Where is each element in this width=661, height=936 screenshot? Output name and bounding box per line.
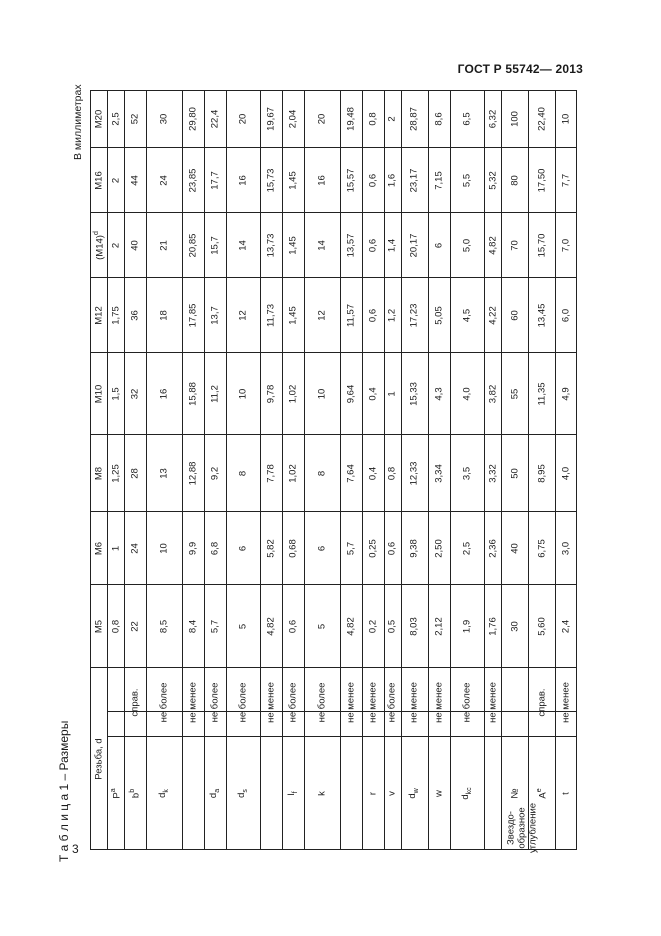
param-subscript: a	[213, 788, 221, 793]
param-subscript: f	[292, 791, 300, 794]
cell-r-4: 0,6	[366, 308, 378, 323]
table-rule	[107, 711, 577, 712]
row-qual-b: справ.	[129, 688, 141, 717]
cell-b-5: 40	[129, 240, 141, 251]
cell-dk_max-3: 16	[158, 388, 170, 400]
row-qual-t: не менее	[560, 682, 572, 723]
row-qual-r: не менее	[366, 682, 378, 723]
cell-lf-6: 1,45	[287, 171, 299, 190]
cell-no-5: 70	[508, 240, 520, 251]
cell-k_min-1: 5,7	[344, 541, 356, 556]
cell-t-4: 6,0	[560, 308, 572, 323]
cell-ds_min-7: 19,67	[265, 107, 277, 131]
cell-ds_max-0: 5	[237, 623, 249, 630]
row-param-k_max: k	[316, 791, 328, 796]
row-qual-v: не более	[386, 682, 398, 723]
cell-p-0: 0,8	[109, 619, 121, 634]
row-param-a: $A^e$	[535, 788, 548, 799]
cell-dkc_max-3: 4,0	[461, 387, 473, 401]
cell-dk_min-6: 23,85	[187, 168, 199, 193]
cell-w-0: 2,12	[432, 617, 444, 636]
cell-p-1: 1	[109, 545, 121, 552]
cell-da-3: 11,2	[209, 385, 221, 403]
table-rule	[90, 434, 577, 435]
dimensions-table	[90, 90, 577, 854]
cell-dk_max-2: 13	[158, 468, 170, 479]
cell-dk_min-3: 15,88	[187, 382, 199, 406]
cell-ds_min-3: 9,78	[265, 384, 277, 404]
cell-k_max-0: 5	[316, 623, 328, 630]
cell-no-6: 80	[508, 175, 520, 186]
cell-v-3: 1	[386, 391, 398, 397]
cell-dk_max-1: 10	[158, 543, 170, 554]
table-rule	[90, 212, 577, 213]
cell-t-5: 7,0	[560, 238, 572, 253]
row-param-t: t	[560, 792, 572, 795]
row-qual-dk_min: не менее	[187, 682, 199, 723]
cell-a-7: 22,40	[535, 107, 547, 131]
column-header-0: M5	[92, 619, 104, 634]
cell-k_min-2: 7,64	[344, 464, 356, 483]
cell-dk_max-5: 21	[158, 240, 170, 251]
cell-lf-1: 0,68	[287, 539, 299, 558]
cell-ds_min-4: 11,73	[265, 303, 277, 328]
cell-dkc_max-4: 4,5	[461, 308, 473, 323]
cell-dkc_max-7: 6,5	[461, 112, 473, 126]
table-rule	[90, 90, 91, 850]
cell-t-7: 10	[560, 113, 572, 125]
cell-dkc_min-1: 2,36	[486, 539, 498, 558]
cell-w-6: 7,15	[432, 171, 444, 190]
group-label-line-0: Звездо-	[505, 811, 517, 845]
row-param-dw: $d_w$	[407, 788, 421, 799]
cell-p-2: 1,25	[109, 464, 121, 483]
cell-k_min-0: 4,82	[344, 617, 356, 636]
cell-dkc_max-0: 1,9	[461, 619, 473, 634]
cell-lf-7: 2,04	[287, 109, 299, 129]
row-param-p: $P^a$	[109, 788, 123, 799]
cell-dkc_max-5: 5,0	[461, 238, 473, 253]
cell-lf-5: 1,45	[287, 236, 299, 255]
cell-dw-5: 20,17	[408, 233, 420, 258]
cell-a-3: 11,35	[535, 382, 547, 406]
cell-no-0: 30	[508, 621, 520, 632]
cell-dw-1: 9,38	[408, 539, 420, 558]
row-param-no: №	[508, 788, 520, 799]
cell-v-5: 1,4	[386, 238, 398, 253]
table-rule	[90, 90, 577, 91]
group-label-line-2: углубление	[527, 802, 539, 854]
cell-lf-3: 1,02	[287, 384, 299, 404]
cell-da-1: 6,8	[209, 541, 221, 556]
cell-a-1: 6,75	[535, 539, 547, 558]
cell-p-5: 2	[109, 242, 121, 249]
table-rule	[90, 667, 577, 668]
row-qual-da: не более	[209, 682, 221, 723]
column-header-3: M10	[92, 384, 104, 404]
column-header-1: M6	[92, 541, 104, 556]
cell-r-2: 0,4	[366, 466, 378, 481]
table-rule	[90, 277, 577, 278]
cell-v-0: 0,5	[386, 619, 398, 634]
column-header-6: M16	[92, 171, 104, 190]
row-qual-k_min: не менее	[344, 682, 356, 723]
cell-k_min-5: 13,57	[344, 233, 356, 258]
cell-k_max-7: 20	[316, 113, 328, 125]
row-qual-k_max: не более	[316, 682, 328, 723]
row-param-b: $b^b$	[129, 788, 142, 799]
cell-ds_max-2: 8	[237, 470, 249, 477]
column-header-4: M12	[92, 306, 104, 325]
cell-v-4: 1,2	[386, 308, 398, 323]
cell-dkc_max-2: 3,5	[461, 466, 473, 481]
cell-k_max-3: 10	[316, 388, 328, 400]
cell-da-2: 9,2	[209, 466, 221, 481]
cell-dkc_min-2: 3,32	[486, 464, 498, 483]
table-rule	[90, 147, 577, 148]
column-header-7: M20	[92, 109, 104, 129]
cell-lf-0: 0,6	[287, 619, 299, 634]
cell-no-4: 60	[508, 310, 520, 321]
cell-ds_max-5: 14	[237, 240, 249, 251]
param-footnote-mark: a	[109, 788, 117, 793]
cell-p-6: 2	[109, 177, 121, 184]
row-param-w: w	[432, 790, 444, 797]
cell-dk_min-0: 8,4	[187, 619, 199, 634]
cell-r-6: 0,6	[366, 173, 378, 188]
cell-p-7: 2,5	[109, 112, 121, 126]
cell-ds_max-7: 20	[237, 113, 249, 125]
cell-dkc_min-0: 1,76	[486, 617, 498, 636]
table-rule	[90, 584, 577, 585]
cell-v-2: 0,8	[386, 466, 398, 481]
cell-b-4: 36	[129, 310, 141, 321]
cell-v-7: 2	[386, 116, 398, 122]
table-caption: Т а б л и ц а 1 – Размеры	[57, 720, 71, 862]
cell-dw-0: 8,03	[408, 617, 420, 636]
cell-dkc_min-4: 4,22	[486, 306, 498, 325]
cell-w-5: 6	[432, 242, 444, 249]
cell-k_min-6: 15,57	[344, 168, 356, 193]
cell-no-1: 40	[508, 543, 520, 554]
cell-k_max-6: 16	[316, 175, 328, 186]
cell-da-6: 17,7	[209, 171, 221, 190]
cell-dk_max-6: 24	[158, 175, 170, 186]
cell-dw-7: 28,87	[408, 107, 420, 131]
cell-k_max-5: 14	[316, 240, 328, 251]
row-qual-lf: не более	[287, 682, 299, 723]
table-rule	[90, 849, 577, 850]
cell-r-5: 0,6	[366, 238, 378, 253]
row-param-v: v	[386, 791, 398, 796]
row-qual-w: не менее	[432, 682, 444, 723]
cell-b-7: 52	[129, 113, 141, 125]
cell-dk_min-1: 9,9	[187, 541, 199, 556]
row-param-dkc_max: $d_{kc}$	[459, 787, 473, 800]
cell-k_min-4: 11,57	[344, 303, 356, 328]
cell-dkc_max-1: 2,5	[461, 541, 473, 556]
param-subscript: k	[162, 789, 170, 793]
cell-dkc_min-6: 5,32	[486, 171, 498, 190]
param-footnote-mark: b	[129, 788, 137, 793]
cell-k_max-2: 8	[316, 470, 328, 477]
table-header-label: Резьба, d	[92, 738, 104, 780]
cell-p-3: 1,5	[109, 387, 121, 401]
cell-ds_min-6: 15,73	[265, 168, 277, 193]
cell-a-2: 8,95	[535, 464, 547, 483]
param-subscript: w	[413, 788, 421, 794]
cell-t-1: 3,0	[560, 541, 572, 556]
cell-ds_min-0: 4,82	[265, 617, 277, 636]
cell-lf-4: 1,45	[287, 306, 299, 325]
row-param-r: r	[366, 791, 378, 796]
cell-r-7: 0,8	[366, 112, 378, 126]
row-qual-ds_max: не более	[237, 682, 249, 723]
group-label-line-1: образное	[516, 807, 528, 849]
cell-p-4: 1,75	[109, 306, 121, 325]
cell-no-3: 55	[508, 388, 520, 400]
cell-r-3: 0,4	[366, 387, 378, 401]
cell-dk_min-4: 17,85	[187, 303, 199, 328]
cell-dkc_max-6: 5,5	[461, 173, 473, 188]
column-header-5: $(M14)^d$	[92, 231, 105, 260]
param-footnote-mark: e	[535, 788, 543, 793]
param-subscript: kc	[465, 787, 473, 795]
cell-ds_max-4: 12	[237, 310, 249, 321]
cell-a-6: 17,50	[535, 168, 547, 193]
cell-k_min-7: 19,48	[344, 107, 356, 131]
cell-dk_max-7: 30	[158, 113, 170, 125]
cell-da-7: 22,4	[209, 109, 221, 129]
table-rule	[90, 352, 577, 353]
cell-ds_max-1: 6	[237, 545, 249, 552]
cell-w-1: 2,50	[432, 539, 444, 558]
cell-ds_max-3: 10	[237, 388, 249, 400]
cell-w-7: 8,6	[432, 112, 444, 126]
cell-da-4: 13,7	[209, 306, 221, 325]
cell-w-3: 4,3	[432, 387, 444, 401]
cell-w-4: 5,05	[432, 306, 444, 325]
cell-da-5: 15,7	[209, 236, 221, 255]
page-number: 3	[72, 842, 79, 856]
cell-t-3: 4,9	[560, 387, 572, 401]
cell-a-4: 13,45	[535, 303, 547, 328]
cell-dkc_min-5: 4,82	[486, 236, 498, 255]
cell-v-1: 0,6	[386, 541, 398, 556]
cell-dw-2: 12,33	[408, 461, 420, 486]
row-param-lf: $l_f$	[286, 791, 300, 796]
row-param-dk_max: $d_k$	[157, 789, 170, 798]
row-qual-dk_max: не более	[158, 682, 170, 723]
cell-dkc_min-3: 3,82	[486, 384, 498, 404]
cell-a-0: 5,60	[535, 617, 547, 636]
cell-t-0: 2,4	[560, 619, 572, 634]
cell-dk_min-2: 12,88	[187, 461, 199, 486]
cell-da-0: 5,7	[209, 619, 221, 634]
cell-dkc_min-7: 6,32	[486, 109, 498, 129]
cell-dw-4: 17,23	[408, 303, 420, 328]
cell-ds_max-6: 16	[237, 175, 249, 186]
row-param-da: $d_a$	[207, 788, 221, 799]
table-rule	[90, 511, 577, 512]
column-header-2: M8	[92, 466, 104, 481]
cell-a-5: 15,70	[535, 233, 547, 258]
cell-b-6: 44	[129, 175, 141, 186]
cell-dk_max-4: 18	[158, 310, 170, 321]
cell-dk_max-0: 8,5	[158, 619, 170, 634]
cell-dk_min-7: 29,80	[187, 107, 199, 131]
cell-b-3: 32	[129, 388, 141, 400]
cell-ds_min-5: 13,73	[265, 233, 277, 258]
m14-footnote-mark: d	[92, 231, 100, 236]
cell-k_min-3: 9,64	[344, 384, 356, 404]
row-qual-dw: не менее	[408, 682, 420, 723]
cell-r-1: 0,25	[366, 539, 378, 558]
cell-k_max-4: 12	[316, 310, 328, 321]
standard-header: ГОСТ Р 55742— 2013	[457, 62, 583, 76]
cell-no-2: 50	[508, 468, 520, 479]
row-qual-dkc_max: не более	[461, 682, 473, 723]
table-rule	[107, 736, 577, 737]
units-note: В миллиметрах	[72, 84, 84, 160]
param-subscript: s	[241, 789, 249, 793]
cell-no-7: 100	[508, 111, 520, 127]
cell-k_max-1: 6	[316, 545, 328, 552]
cell-lf-2: 1,02	[287, 464, 299, 483]
cell-ds_min-2: 7,78	[265, 464, 277, 483]
cell-r-0: 0,2	[366, 619, 378, 634]
cell-t-6: 7,7	[560, 173, 572, 188]
cell-b-2: 28	[129, 468, 141, 479]
cell-w-2: 3,34	[432, 464, 444, 483]
cell-dw-3: 15,33	[408, 382, 420, 406]
cell-dw-6: 23,17	[408, 168, 420, 193]
cell-b-0: 22	[129, 621, 141, 632]
cell-v-6: 1,6	[386, 173, 398, 188]
row-qual-ds_min: не менее	[265, 682, 277, 723]
row-param-ds_max: $d_s$	[235, 789, 249, 798]
row-qual-a: справ.	[535, 688, 547, 717]
cell-t-2: 4,0	[560, 466, 572, 481]
row-qual-dkc_min: не менее	[486, 682, 498, 723]
cell-b-1: 24	[129, 543, 141, 554]
cell-dk_min-5: 20,85	[187, 233, 199, 258]
cell-ds_min-1: 5,82	[265, 539, 277, 558]
